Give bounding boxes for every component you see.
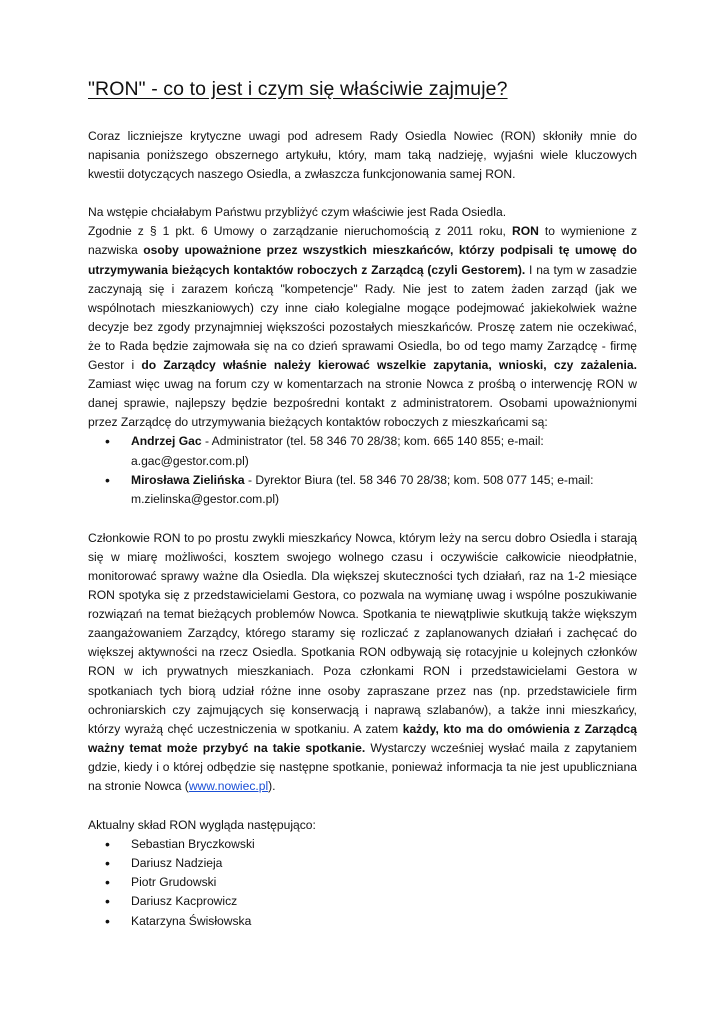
list-item: [88, 471, 637, 509]
page-title: "RON" - co to jest i czym się właściwie zajmuje?: [88, 78, 508, 100]
text-run: Członkowie RON to po prostu zwykli mieszkańcy Nowca, którym leży na sercu dobro Osiedla i starają się w miarę możliwości, kosztem swojego wolnego czasu i oczywiście całkowicie nieodpłatnie, monitorować sprawy ważne dla Osiedla. Dla większej skuteczności tych działań, raz na 1-2 miesiące RON spotyka się z przedstawicielami Gestora, co pozwala na wymianę uwag i wspólne poszukiwanie rozwiązań na temat bieżących problemów Nowca. Spotkania te niewątpliwie skutkują także większym zaangażowaniem Zarządcy, którego staramy się rozliczać z zaplanowanych działań i zachęcać do większej aktywności na rzecz Osiedla. Spotkania RON odbywają się rotacyjnie u kolejnych członków RON w ich prywatnych mieszkaniach. Poza członkami RON i przedstawicielami Gestora w spotkaniach tych biorą udział różne inne osoby zapraszane przez nas (np. przedstawiciele firm ochroniarskich czy zajmujących się konserwacją i naprawą szlabanów), a także inni mieszkańcy, którzy wyrażą chęć uczestniczenia w spotkaniu. A zatem: [88, 530, 637, 736]
members-list: [88, 835, 637, 930]
bold-run: każdy, kto ma do omówienia z Zarządcą ważny temat może przybyć na takie spotkanie.: [88, 721, 637, 755]
list-item: • Piotr Grudowski: [88, 873, 637, 892]
list-item: • Katarzyna Świsłowska: [88, 912, 637, 931]
list-item: • Dariusz Nadzieja: [88, 854, 637, 873]
list-item: • Sebastian Bryczkowski: [88, 835, 637, 854]
text-run: I na tym w zasadzie zaczynają się i zarazem kończą "kompetencje" Rady. Nie jest to zatem żaden zarząd (jak we wspólnotach mieszkaniowych) czy inne ciało kolegialne mogące podejmować jakiekolwiek ważne decyzje bez zgody przynajmniej większości pozostałych mieszkańców. Proszę zatem nie oczekiwać, że to Rada będzie zajmowała się na co dzień sprawami Osiedla, bo od tego mamy Zarządcę - firmę Gestor i: [88, 262, 638, 373]
contact-name: Mirosława Zielińska: [131, 472, 245, 487]
text-run: Zamiast więc uwag na forum czy w komentarzach na stronie Nowca z prośbą o interwencję RON w danej sprawie, najlepszy będzie bezpośredni kontakt z administratorem. Osobami upoważnionymi przez Zarządcę do utrzymywania bieżących kontaktów roboczych z mieszkańcami są:: [88, 377, 637, 430]
text-run: to wymienione z nazwiska: [88, 224, 637, 258]
bold-run: do Zarządcy właśnie należy kierować wszelkie zapytania, wnioski, czy zażalenia.: [141, 358, 637, 373]
text-run: Zgodnie z § 1 pkt. 6 Umowy o zarządzanie nieruchomością z 2011 roku,: [88, 224, 512, 239]
paragraph-members-role: [88, 529, 637, 796]
intro-line: Na wstępie chciałabym Państwu przybliżyć czym właściwie jest Rada Osiedla.: [88, 205, 507, 220]
contacts-list: [88, 432, 637, 508]
list-item: [88, 432, 637, 470]
intro-paragraph: Coraz liczniejsze krytyczne uwagi pod adresem Rady Osiedla Nowiec (RON) skłoniły mnie do napisania poniższego obszernego artykułu, który, mam taką nadzieję, wyjaśni wiele kluczowych kwestii dotyczących naszego Osiedla, a zwłaszcza funkcjonowania samej RON.: [88, 129, 637, 182]
contact-details: - Dyrektor Biura (tel. 58 346 70 28/38; kom. 508 077 145; e-mail: m.zielinska@gestor.com.pl): [131, 472, 594, 506]
bold-run: RON: [511, 224, 539, 239]
members-heading: Aktualny skład RON wygląda następująco:: [88, 818, 316, 833]
spacer: [88, 509, 637, 529]
list-item: • Dariusz Kacprowicz: [88, 892, 637, 911]
text-run: Wystarczy wcześniej wysłać maila z zapytaniem gdzie, kiedy i o której odbędzie się następne spotkanie, ponieważ informacja ta nie jest upubliczniana na stronie Nowca (: [88, 740, 637, 793]
contact-details: - Administrator (tel. 58 346 70 28/38; kom. 665 140 855; e-mail: a.gac@gestor.com.pl): [131, 434, 544, 468]
spacer: [88, 184, 637, 203]
spacer: [88, 796, 637, 816]
paragraph-what-is-ron: [88, 203, 637, 432]
contact-name: Andrzej Gac: [131, 434, 202, 449]
text-run: ).: [268, 779, 276, 793]
bold-run: osoby upoważnione przez wszystkich mieszkańców, którzy podpisali tę umowę do utrzymywania bieżących kontaktów roboczych z Zarządcą (czyli Gestorem).: [88, 243, 637, 277]
nowiec-link[interactable]: www.nowiec.pl: [188, 779, 269, 793]
